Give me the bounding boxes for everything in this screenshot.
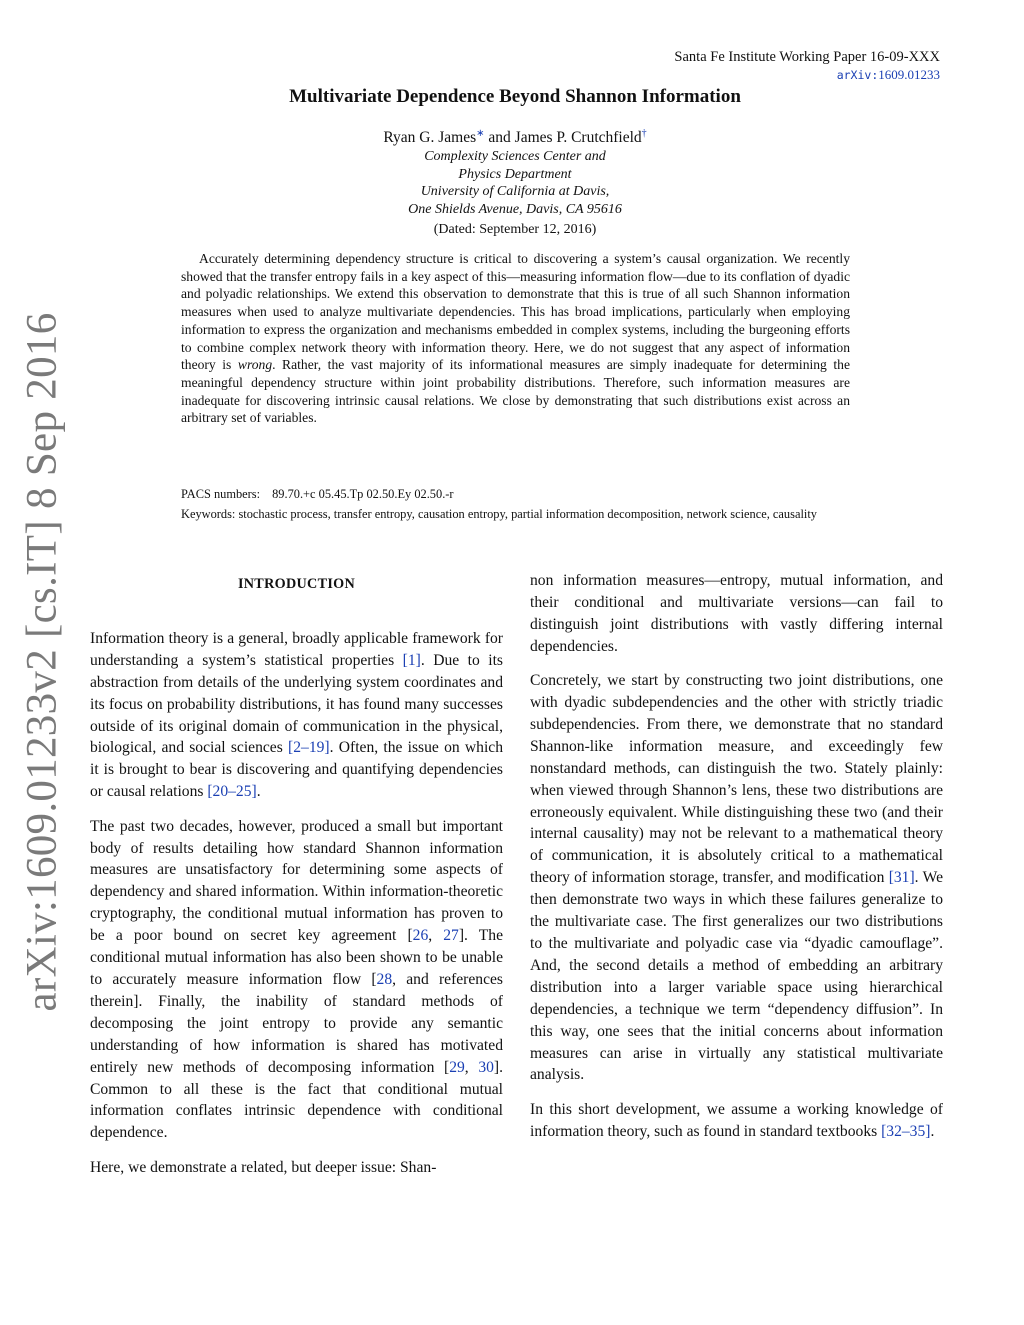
citation-link[interactable]: [32–35] [881, 1122, 931, 1140]
paragraph-text: Information theory is a general, broadly applicable framework for understanding a system’s statistical properties [90, 629, 503, 669]
citation-link[interactable]: 28 [376, 971, 393, 988]
author-james: Ryan G. James [383, 129, 477, 147]
citation-link[interactable]: [20–25] [207, 783, 257, 801]
section-heading: INTRODUCTION [237, 576, 356, 592]
left-column [90, 570, 503, 1191]
paragraph [90, 816, 503, 1145]
arxiv-id: 1609.01233 [878, 67, 940, 82]
abstract [181, 250, 850, 427]
paragraph-text: , [464, 1058, 479, 1076]
date-line: (Dated: September 12, 2016) [433, 222, 597, 237]
paper-title: Multivariate Dependence Beyond Shannon Information [289, 86, 741, 107]
abstract-text: . Rather, the vast majority of its informational measures are simply inadequate for determining the meaningful dependency structure within joint probability distributions. Therefore, such information measures are inadequate for discovering intrinsic causal relations. We close by demonstrating that such distributions exist across an arbitrary set of variables. [181, 357, 850, 426]
authors-and: and [484, 129, 515, 147]
paragraph [530, 1099, 943, 1143]
paragraph-text: . Often, the issue on which it is brought to bear is discovering and quantifying dependencies or causal relations [90, 739, 504, 801]
pacs-label: PACS numbers: [181, 487, 261, 501]
paragraph-text: . [256, 783, 261, 801]
citation-link[interactable]: 27 [443, 927, 459, 945]
paragraph [90, 628, 503, 803]
paragraph-text: The past two decades, however, produced a small but important body of results detailing how standard Shannon information measures are unsatisfactory for determining some aspects of dependency and shared information. Within information-theoretic cryptography, the conditional mutual information has proven to be a poor bound on secret key agreement [ [90, 817, 503, 945]
affiliation-line: Complexity Sciences Center and [424, 149, 606, 164]
keywords: Keywords: stochastic process, transfer entropy, causation entropy, partial information decomposition, network science, causality [181, 507, 817, 521]
right-column [530, 570, 943, 1155]
paragraph-text: . [930, 1122, 935, 1140]
working-paper-label: Santa Fe Institute Working Paper 16-09-XXX [674, 49, 940, 65]
paragraph: Here, we demonstrate a related, but deeper issue: Shan- [90, 1158, 437, 1176]
footnote-mark-2[interactable]: † [641, 128, 647, 139]
authors-line [0, 128, 1024, 147]
citation-link[interactable]: 30 [478, 1058, 494, 1076]
paragraph-text: . We then demonstrate two ways in which these failures generalize to the multivariate case. The first generalizes our two distributions to the multivariate and polyadic case via “dyadic camouflage”. And, the second details a method of embedding an arbitrary distribution into a larger variable space using hierarchical dependencies, a technique we term “dependency diffusion”. In this way, one sees that the initial concerns about information measures can arise in virtually any statistical multivariate analysis. [530, 869, 943, 1084]
pacs-numbers [181, 487, 454, 502]
paragraph-text: , and references therein]. Finally, the inability of standard methods of decomposing the joint entropy to provide any semantic understanding of how information is shared has motivated entirely new methods of decomposing information [ [90, 971, 504, 1076]
affiliation-line: University of California at Davis, [420, 184, 610, 200]
paragraph: non information measures—entropy, mutual information, and their conditional and multivariate versions—can fail to distinguish joint distributions with vastly differing internal dependencies. [530, 572, 943, 655]
affiliation-line: Physics Department [458, 166, 572, 182]
footnote-mark-1[interactable]: ∗ [476, 128, 485, 139]
paragraph-text: , [428, 927, 444, 945]
author-crutchfield: James P. Crutchfield [514, 129, 642, 147]
affiliation [0, 148, 1024, 218]
paragraph-text: In this short development, we assume a working knowledge of information theory, such as found in standard textbooks [530, 1100, 943, 1140]
citation-link[interactable]: [31] [888, 869, 915, 887]
paragraph [530, 670, 943, 1086]
abstract-emphasis: wrong [237, 357, 273, 373]
arxiv-side-stamp: arXiv:1609.01233v2 [cs.IT] 8 Sep 2016 [18, 312, 66, 1012]
affiliation-line: One Shields Avenue, Davis, CA 95616 [408, 201, 622, 217]
citation-link[interactable]: 29 [449, 1058, 465, 1076]
citation-link[interactable]: 26 [412, 927, 429, 945]
citation-link[interactable]: [2–19] [288, 739, 330, 757]
paragraph-text: ]. The conditional mutual information has also been shown to be unable to accurately measure information flow [ [90, 927, 504, 988]
abstract-text: Accurately determining dependency structure is critical to discovering a system’s causal organization. We recently showed that the transfer entropy fails in a key aspect of this—measuring information flow—due to its conflation of dyadic and polyadic relationships. We extend this observation to demonstrate that this is true of all such Shannon information measures when used to analyze multivariate dependencies. This has broad implications, particularly when employing information to express the organization and mechanisms embedded in complex systems, including the burgeoning efforts to combine complex network theory with information theory. Here, we do not suggest that any aspect of information theory is [181, 251, 850, 373]
arxiv-prefix: arXiv: [836, 68, 879, 82]
paragraph-text: . Due to its abstraction from details of the underlying system coordinates and its focus on probability distributions, it has found many successes outside of its original domain of communication in the physical, biological, and social sciences [90, 651, 504, 757]
citation-link[interactable]: [1] [402, 651, 421, 669]
header-block [674, 48, 940, 84]
paragraph-text: Concretely, we start by constructing two joint distributions, one with dyadic subdependencies and the other with strictly triadic subdependencies. From there, we demonstrate that no standard Shannon-like information measure, and exceedingly few nonstandard methods, can distinguish the two. Stately plainly: when viewed through Shannon’s lens, these two distributions are erroneously equivalent. While distinguishing these two (and their internal causality) may not be relevant to a mathematical theory of communication, it is absolutely critical to a mathematical theory of information storage, transfer, and modification [530, 672, 943, 887]
arxiv-link[interactable] [674, 66, 940, 84]
pacs-values: 89.70.+c 05.45.Tp 02.50.Ey 02.50.-r [272, 487, 454, 501]
paragraph-text: ]. Common to all these is the fact that conditional mutual information conflates intrinsic dependence with conditional dependence. [90, 1058, 504, 1142]
